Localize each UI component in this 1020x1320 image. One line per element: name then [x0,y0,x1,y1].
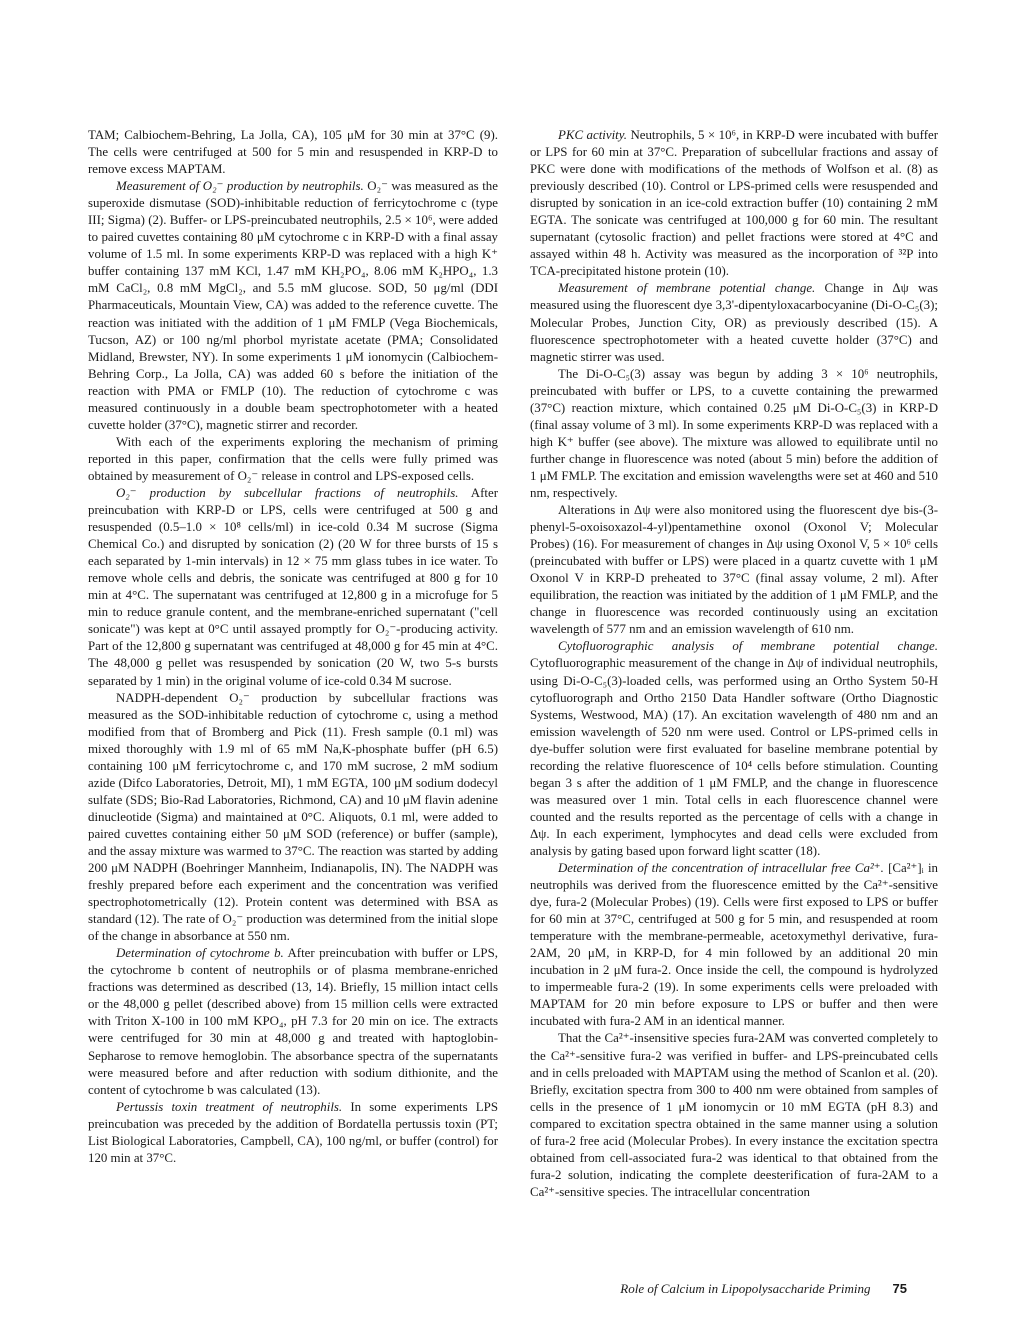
paragraph [530,1030,938,1200]
paragraph [88,945,498,1098]
left-column [88,127,498,1167]
section-heading: Measurement of membrane potential change. [558,281,816,296]
section-heading: Determination of the concentration of intracellular free Ca²⁺. [558,861,884,876]
paragraph-text: In some experiments LPS preincubation was preceded by the addition of Bordatella pertussis toxin (PT; List Biological Laboratories, Campbell, CA), 100 ng/ml, or buffer (control) for 120 min at 37°C. [88,1099,498,1165]
paragraph-text: With each of the experiments exploring the mechanism of priming reported in this paper, confirmation that the cells were fully primed was obtained by measurement of O₂⁻ release in control and LPS-exposed cells. [88,434,498,483]
paragraph [530,280,938,365]
paragraph [530,860,938,1030]
paragraph-text: TAM; Calbiochem-Behring, La Jolla, CA), 105 μM for 30 min at 37°C (9). The cells were centrifuged at 500 for 5 min and resuspended in KRP-D to remove excess MAPTAM. [88,128,498,177]
paragraph-text: After preincubation with buffer or LPS, the cytochrome b content of neutrophils or of plasma membrane-enriched fractions was determined as described (13, 14). Briefly, 15 million intact cells or the 48,000 g pellet (described above) from 15 million cells were extracted with Triton X-100 in 100 mM KPO₄, pH 7.3 for 20 min on ice. The extracts were centrifuged for 30 min at 48,000 g and treated with haptoglobin-Sepharose to remove hemoglobin. The absorbance spectra of the supernatants were measured before and after reduction with sodium dithionite, and the content of cytochrome b was calculated (13). [88,946,498,1097]
right-column [530,127,938,1201]
paragraph-text: Cytofluorographic measurement of the change in Δψ of individual neutrophils, using Di-O-C₅(3)-loaded cells, was performed using an Ortho System 50-H cytofluorograph and Ortho 2150 Data Handler software (Ortho Diagnostic Systems, Westwood, MA) (17). An excitation wavelength of 480 nm and an emission wavelength of 520 nm were used. Control or LPS-primed cells in dye-buffer solution were first evaluated for baseline membrane potential by recording the relative fluorescence of 10⁴ cells before stimulation. Counting began 3 s after the addition of 1 μM FMLP, and the change in fluorescence was measured over 1 min. Total cells in each fluorescence channel were counted and the results reported as the percentage of cells with a change in Δψ. In each experiment, lymphocytes and dead cells were excluded from analysis by gating based upon forward light scatter (18). [530,656,938,858]
section-heading: Determination of cytochrome b. [116,946,284,961]
section-heading: Measurement of O₂⁻ production by neutrophils. [116,179,364,194]
page-footer [620,1281,907,1297]
paragraph [88,178,498,434]
paragraph-text: That the Ca²⁺-insensitive species fura-2AM was converted completely to the Ca²⁺-sensitive fura-2 was verified in buffer- and LPS-preincubated cells and in cells preloaded with MAPTAM using the method of Scanlon et al. (20). Briefly, excitation spectra from 300 to 400 nm were obtained from samples of cells in the presence of 1 μM ionomycin or 10 mM EGTA (pH 8.3) and compared to excitation spectra obtained in the same manner using a solution of fura-2 free acid (Molecular Probes). In every instance the excitation spectra obtained from cell-associated fura-2 was identical to that obtained from the fura-2 solution, indicating the complete deesterification of fura-2AM to a Ca²⁺-sensitive species. The intracellular concentration [530,1031,938,1199]
paragraph [88,127,498,178]
paragraph [88,690,498,946]
paragraph-text: The Di-O-C₅(3) assay was begun by adding 3 × 10⁶ neutrophils, preincubated with buffer or LPS, to a cuvette containing the prewarmed (37°C) reaction mixture, which contained 0.25 μM Di-O-C₅(3) in KRP-D (final assay volume of 3 ml). In some experiments KRP-D was replaced with a high K⁺ buffer (see above). The mixture was allowed to equilibrate until no further change in fluorescence was noted (about 5 min) before the addition of 1 μM FMLP. The excitation and emission wavelengths were set at 460 and 510 nm, respectively. [530,366,938,500]
page-number: 75 [892,1281,907,1296]
running-title: Role of Calcium in Lipopolysaccharide Priming [620,1281,871,1296]
paragraph-text: Alterations in Δψ were also monitored using the fluorescent dye bis-(3-phenyl-5-oxoisoxazol-4-yl)pentamethine oxonol (Oxonol V; Molecular Probes) (16). For measurement of changes in Δψ using Oxonol V, 5 × 10⁶ cells (preincubated with buffer or LPS) were placed in a quartz cuvette with 1 μM Oxonol V in KRP-D preheated to 37°C (final assay volume, 2 ml). After equilibration, the reaction was initiated by the addition of 1 μM FMLP, and the change in fluorescence was recorded continuously using an excitation wavelength of 577 nm and an emission wavelength of 610 nm. [530,503,938,637]
section-heading: PKC activity. [558,128,627,142]
paragraph [88,434,498,485]
section-heading: Cytofluorographic analysis of membrane potential change. [558,639,938,654]
paragraph-text: [Ca²⁺]ᵢ in neutrophils was derived from the fluorescence emitted by the Ca²⁺-sensitive dye, fura-2 (Molecular Probes) (19). Cells were first exposed to LPS or buffer for 60 min at 37°C, centrifuged at 500 g for 5 min, and resuspended at room temperature with the membrane-permeable, acetoxymethyl derivative, fura-2AM, 20 μM, in KRP-D, for 4 min followed by an additional 20 min incubation in 2 μM fura-2. Once inside the cell, the compound is hydrolyzed to impermeable fura-2 (19). In some experiments cells were preloaded with MAPTAM for 20 min before exposure to LPS or buffer and then were incubated with fura-2 AM in an identical manner. [530,861,938,1029]
paragraph [530,638,938,860]
paragraph [530,127,938,280]
section-heading: O₂⁻ production by subcellular fractions of neutrophils. [116,485,459,500]
paragraph [530,502,938,638]
paragraph-text: NADPH-dependent O₂⁻ production by subcellular fractions was measured as the SOD-inhibitable reduction of cytochrome c, using a method modified from that of Bromberg and Pick (11). Fresh sample (0.1 ml) was mixed thoroughly with 1.9 ml of 65 mM Na,K-phosphate buffer (pH 6.5) containing 100 μM ferricytochrome c, and 170 mM sucrose, 2 mM sodium azide (Difco Laboratories, Detroit, MI), 1 mM EGTA, 100 μM sodium dodecyl sulfate (SDS; Bio-Rad Laboratories, Richmond, CA) and 10 μM flavin adenine dinucleotide (Sigma) and maintained at 0°C. Aliquots, 0.1 ml, were added to paired cuvettes containing either 50 μM SOD (reference) or buffer (sample), and the assay mixture was warmed to 37°C. The reaction was started by adding 200 μM NADPH (Boehringer Mannheim, Indianapolis, IN). The NADPH was freshly prepared before each experiment and the concentration was verified spectrophotometrically (12). Protein content was determined with BSA as standard (12). The rate of O₂⁻ production was determined from the initial slope of the change in absorbance at 550 nm. [88,690,498,944]
paragraph [530,366,938,502]
paragraph [88,485,498,690]
paragraph-text: Change in Δψ was measured using the fluorescent dye 3,3'-dipentyloxacarbocyanine (Di-O-C₅(3); Molecular Probes, Junction City, OR) as previously described (15). A fluorescence spectrophotometer with a heated cuvette holder (37°C) and magnetic stirrer was used. [530,281,939,364]
paragraph-text: After preincubation with KRP-D or LPS, cells were centrifuged at 500 g and resuspended (0.5–1.0 × 10⁸ cells/ml) in ice-cold 0.34 M sucrose (Sigma Chemical Co.) and disrupted by sonication (2) (20 W for three bursts of 15 s each separated by 1-min intervals) in 12 × 75 mm glass tubes in ice water. To remove whole cells and debris, the sonicate was centrifuged at 800 g for 10 min at 4°C. The supernatant was centrifuged at 12,800 g in a microfuge for 5 min to reduce granule content, and the membrane-enriched supernatant ("cell sonicate") was kept at 0°C until assayed promptly for O₂⁻-producing activity. Part of the 12,800 g supernatant was centrifuged at 48,000 g for 45 min at 4°C. The 48,000 g pellet was resuspended by sonication (20 W, two 5-s bursts separated by 1 min) in the original volume of ice-cold 0.34 M sucrose. [88,485,498,688]
paragraph-text: Neutrophils, 5 × 10⁶, in KRP-D were incubated with buffer or LPS for 60 min at 37°C. Preparation of subcellular fractions and assay of PKC were done with modifications of the methods of Wolfson et al. (8) as previously described (10). Control or LPS-primed cells were resuspended and disrupted by sonication in an ice-cold extraction buffer (10) containing 2 mM EGTA. The sonicate was centrifuged at 100,000 g for 60 min. The resultant supernatant (cytosolic fraction) and pellet fractions were stored at 4°C and assayed within 48 h. Activity was measured as the incorporation of ³²P into TCA-precipitated histone protein (10). [530,128,938,279]
paragraph-text: O₂⁻ was measured as the superoxide dismutase (SOD)-inhibitable reduction of ferricytochrome c (type III; Sigma) (2). Buffer- or LPS-preincubated neutrophils, 2.5 × 10⁶, were added to paired cuvettes containing 80 μM cytochrome c in KRP-D with a final assay volume of 1.5 ml. In some experiments KRP-D was replaced with a high K⁺ buffer containing 137 mM KCl, 1.47 mM KH₂PO₄, 8.06 mM K₂HPO₄, 1.3 mM CaCl₂, 0.8 mM MgCl₂, and 5.5 mM glucose. SOD, 50 μg/ml (DDI Pharmaceuticals, Mountain View, CA) was added to the reference cuvette. The reaction was initiated with the addition of 1 μM FMLP (Vega Biochemicals, Tucson, AZ) or 100 ng/ml phorbol myristate acetate (PMA; Consolidated Midland, Brewster, NY). In some experiments 1 μM ionomycin (Calbiochem-Behring Corp., La Jolla, CA) was added 60 s before the initiation of the reaction with PMA or FMLP (10). The reduction of cytochrome c was measured continuously in a double beam spectrophotometer with a heated cuvette holder (37°C), magnetic stirrer and recorder. [88,179,498,432]
section-heading: Pertussis toxin treatment of neutrophils. [116,1099,343,1114]
paragraph [88,1099,498,1167]
